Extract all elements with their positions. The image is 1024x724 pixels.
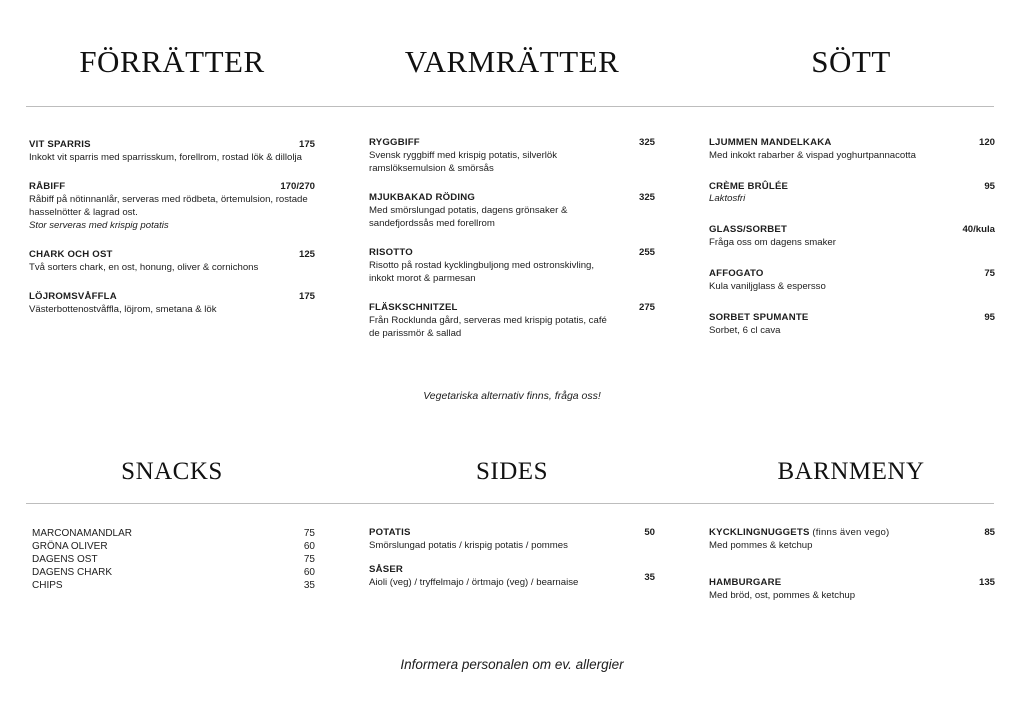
item-name: CHIPS [32, 580, 63, 591]
item-desc: Kula vaniljglass & espersso [709, 281, 826, 292]
item-price: 325 [638, 137, 655, 148]
menu-item [709, 268, 995, 293]
menu-item [369, 527, 655, 552]
item-price: 60 [303, 567, 315, 578]
item-price: 275 [638, 302, 655, 313]
item-price: 75 [984, 268, 995, 279]
item-desc: Smörslungad potatis / krispig potatis / pommes [369, 540, 568, 551]
item-name: MARCONAMANDLAR [32, 528, 133, 539]
item-desc: Med inkokt rabarber & vispad yoghurtpannacotta [709, 150, 916, 161]
item-desc: Fråga oss om dagens smaker [709, 237, 836, 248]
item-price: 95 [984, 312, 995, 323]
item-price: 60 [303, 541, 315, 552]
item-price: 255 [638, 247, 655, 258]
item-name: SÅSER [369, 564, 404, 575]
menu-item [29, 139, 315, 164]
menu-item [709, 577, 995, 602]
item-name: FLÄSKSCHNITZEL [369, 302, 458, 313]
item-desc: Med bröd, ost, pommes & ketchup [709, 590, 856, 601]
menu-item [369, 247, 655, 285]
menu-item [709, 181, 995, 205]
menu-item [709, 224, 995, 249]
item-price: 40/kula [962, 224, 995, 235]
sott-list [709, 137, 995, 354]
list-item [32, 553, 315, 566]
item-name: RYGGBIFF [369, 137, 420, 148]
item-name: LÖJROMSVÅFFLA [29, 291, 117, 302]
item-price: 85 [984, 527, 995, 538]
item-note: Laktosfri [709, 193, 746, 204]
item-price: 120 [978, 137, 995, 148]
item-desc: Risotto på rostad kycklingbuljong med ostronskivling, inkokt morot & parmesan [369, 260, 595, 284]
vegetarian-note: Vegetariska alternativ finns, fråga oss! [423, 390, 601, 402]
sides-list [369, 527, 655, 606]
item-desc: Två sorters chark, en ost, honung, oliver & cornichons [29, 262, 259, 273]
item-name: DAGENS CHARK [32, 567, 113, 578]
item-name: DAGENS OST [32, 554, 98, 565]
item-desc: Sorbet, 6 cl cava [709, 325, 781, 336]
item-price: 75 [303, 554, 315, 565]
item-desc: Från Rocklunda gård, serveras med krispig potatis, café de parissmör & sallad [369, 315, 607, 339]
item-desc: Inkokt vit sparris med sparrisskum, forellrom, rostad lök & dillolja [29, 152, 302, 163]
item-desc: Svensk ryggbiff med krispig potatis, silverlök ramslöksemulsion & smörsås [369, 150, 558, 174]
menu-item [709, 137, 995, 162]
item-price: 35 [644, 572, 655, 583]
item-name: HAMBURGARE [709, 577, 782, 588]
item-desc: Råbiff på nötinnanlår, serveras med rödbeta, örtemulsion, rostade hasselnötter & lagrad ost. [29, 194, 308, 218]
item-name: CRÈME BRÛLÉE [709, 181, 789, 192]
item-price: 170/270 [280, 181, 315, 192]
menu-item [709, 312, 995, 337]
bottom-divider [26, 503, 994, 504]
item-name: POTATIS [369, 527, 411, 538]
varmratter-list [369, 137, 655, 357]
snacks-list [32, 527, 315, 592]
allergy-note: Informera personalen om ev. allergier [400, 657, 624, 672]
item-name: SORBET SPUMANTE [709, 312, 809, 323]
menu-item [29, 249, 315, 274]
item-name: KYCKLINGNUGGETS [709, 527, 810, 538]
heading-sides: SIDES [476, 458, 548, 485]
item-name: AFFOGATO [709, 268, 764, 279]
menu-item [369, 192, 655, 230]
item-desc: Aioli (veg) / tryffelmajo / örtmajo (veg) / bearnaise [369, 577, 579, 588]
item-price: 95 [984, 181, 995, 192]
menu-item [369, 137, 655, 175]
menu-item [29, 291, 315, 316]
item-name: GRÖNA OLIVER [32, 541, 108, 552]
item-name: VIT SPARRIS [29, 139, 91, 150]
list-item [32, 540, 315, 553]
item-price: 135 [978, 577, 995, 588]
menu-item [369, 564, 655, 589]
item-price: 175 [298, 139, 315, 150]
item-price: 125 [298, 249, 315, 260]
item-price: 50 [644, 527, 655, 538]
item-name: CHARK OCH OST [29, 249, 113, 260]
item-desc: Med smörslungad potatis, dagens grönsaker & sandefjordssås med forellrom [369, 205, 568, 229]
item-note: Stor serveras med krispig potatis [29, 220, 169, 231]
menu-item [369, 302, 655, 340]
item-name: MJUKBAKAD RÖDING [369, 192, 476, 203]
list-item [32, 527, 315, 540]
item-name: RISOTTO [369, 247, 413, 258]
heading-snacks: SNACKS [121, 458, 223, 485]
item-desc: Västerbottenostvåffla, löjrom, smetana & lök [29, 304, 217, 315]
menu-item [29, 181, 315, 232]
item-price: 35 [303, 580, 315, 591]
item-desc: Med pommes & ketchup [709, 540, 813, 551]
list-item [32, 579, 315, 592]
heading-varmratter: VARMRÄTTER [404, 44, 620, 79]
item-extra: (finns även vego) [809, 527, 890, 538]
item-price: 325 [638, 192, 655, 203]
item-price: 175 [298, 291, 315, 302]
top-divider [26, 106, 994, 107]
barnmeny-list [709, 527, 995, 619]
item-name: RÅBIFF [29, 181, 66, 192]
heading-barnmeny: BARNMENY [777, 458, 925, 485]
list-item [32, 566, 315, 579]
item-name: LJUMMEN MANDELKAKA [709, 137, 832, 148]
item-price: 75 [303, 528, 315, 539]
menu-item [709, 527, 995, 552]
forratter-list [29, 139, 315, 333]
heading-forratter: FÖRRÄTTER [79, 44, 265, 79]
item-name: GLASS/SORBET [709, 224, 788, 235]
heading-sott: SÖTT [811, 44, 891, 79]
